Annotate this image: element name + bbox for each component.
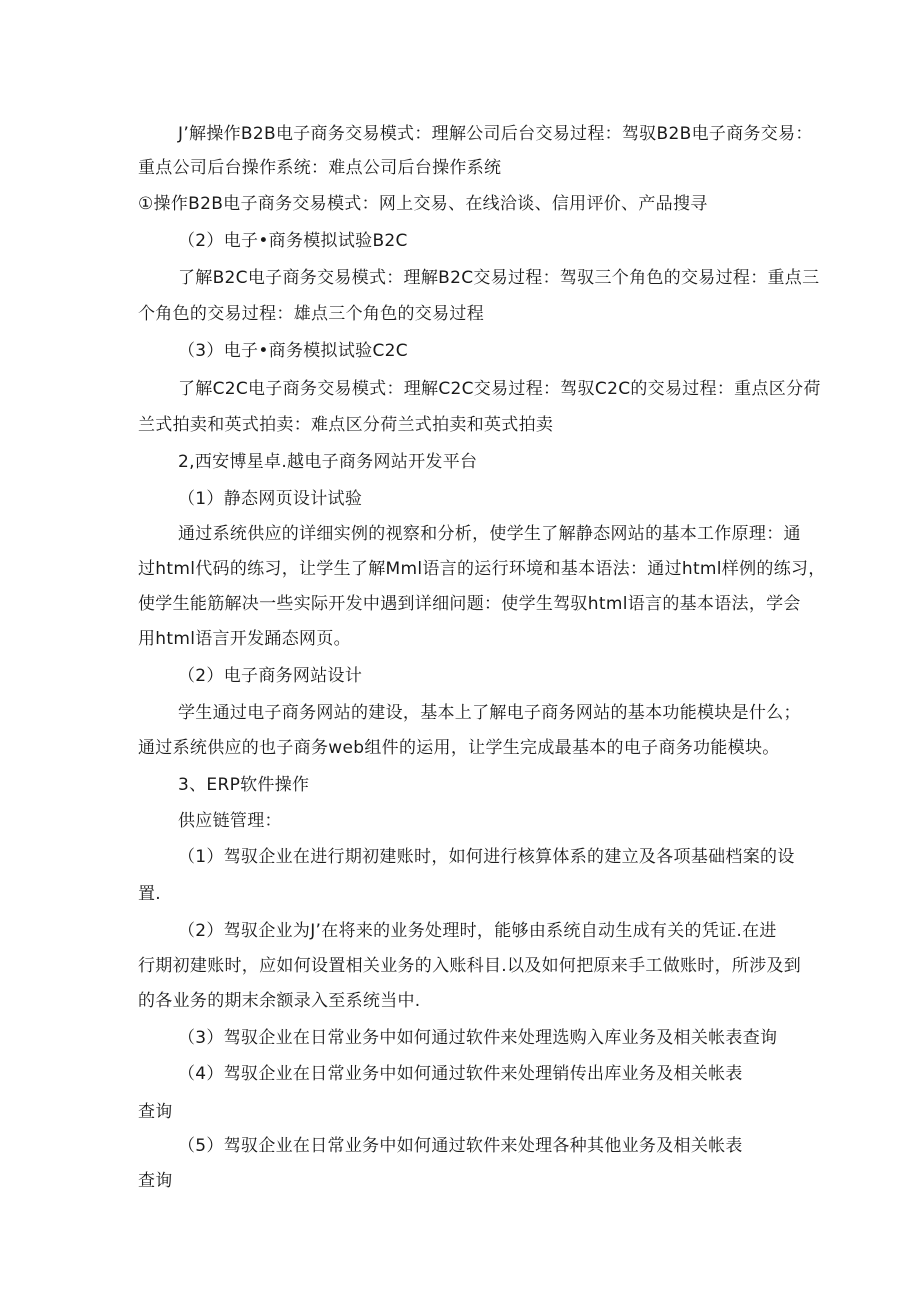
paragraph-line: （1）驾驭企业在进行期初建账时，如何进行核算体系的建立及各项基础档案的设 [178,847,795,867]
paragraph-line: 了解B2C电子商务交易模式：理解B2C交易过程：驾驭三个角色的交易过程：重点三 [178,268,820,288]
paragraph-line: 个角色的交易过程：雄点三个角色的交易过程 [138,304,484,324]
section-heading: （3）电子•商务模拟试验C2C [178,341,408,361]
section-heading: 供应链管理： [178,811,282,831]
paragraph-line: 使学生能筋解决一些实际开发中遇到详细问题：使学生驾驭html语言的基本语法，学会 [138,594,801,614]
section-heading: （2）电子商务网站设计 [178,666,363,686]
paragraph-line: 查询 [138,1171,173,1191]
paragraph-line: 查询 [138,1102,173,1122]
paragraph-line: 的各业务的期末余额录入至系统当中. [138,991,421,1011]
section-heading: 3、ERP软件操作 [178,775,310,795]
list-item: （3）驾驭企业在日常业务中如何通过软件来处理选购入库业务及相关帐表查询 [178,1028,778,1048]
paragraph-line: 通过系统供应的详细实例的视察和分析，使学生了解静态网站的基本工作原理：通 [178,524,801,544]
paragraph-line: 行期初建账时，应如何设置相关业务的入账科目.以及如何把原来手工做账时，所涉及到 [138,956,802,976]
section-heading: （2）电子•商务模拟试验B2C [178,231,408,251]
paragraph-line: J’解操作B2B电子商务交易模式：理解公司后台交易过程：驾驭B2B电子商务交易： [178,124,813,144]
paragraph-line: （2）驾驭企业为J’在将来的业务处理时，能够由系统自动生成有关的凭证.在进 [178,921,777,941]
section-heading: 2,西安博星卓.越电子商务网站开发平台 [178,452,478,472]
paragraph-line: 通过系统供应的也子商务web组件的运用，让学生完成最基本的电子商务功能模块。 [138,738,780,758]
paragraph-line: 置. [138,884,162,904]
paragraph-line: 学生通过电子商务网站的建设，基本上了解电子商务网站的基本功能模块是什么； [178,703,801,723]
paragraph-line: ①操作B2B电子商务交易模式：网上交易、在线洽谈、信用评价、产品搜寻 [138,194,708,214]
paragraph-line: 用html语言开发踊态网页。 [138,629,351,649]
paragraph-line: 重点公司后台操作系统：难点公司后台操作系统 [138,158,502,178]
list-item: （5）驾驭企业在日常业务中如何通过软件来处理各种其他业务及相关帐表 [178,1136,743,1156]
section-heading: （1）静态网页设计试验 [178,489,363,509]
paragraph-line: 兰式拍卖和英式拍卖：难点区分荷兰式拍卖和英式拍卖 [138,415,554,435]
paragraph-line: 过html代码的练习，让学生了解Mml语言的运行环境和基本语法：通过html样例的练习， [138,559,826,579]
list-item: （4）驾驭企业在日常业务中如何通过软件来处理销传出库业务及相关帐表 [178,1064,743,1084]
paragraph-line: 了解C2C电子商务交易模式：理解C2C交易过程：驾驭C2C的交易过程：重点区分荷 [178,379,821,399]
